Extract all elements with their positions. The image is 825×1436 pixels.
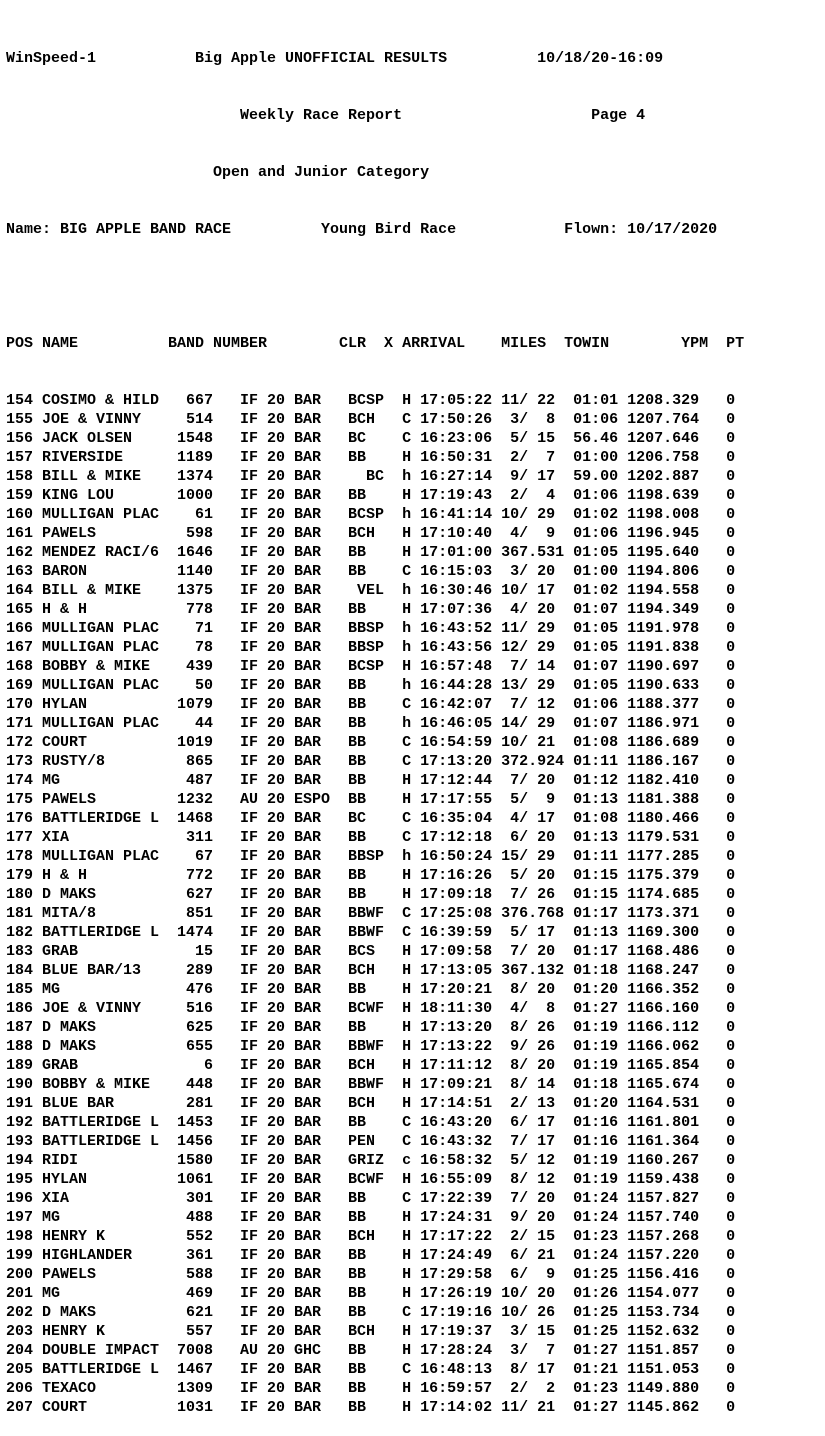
report-header-line-4: Name: BIG APPLE BAND RACE Young Bird Race Flown: 10/17/2020 — [6, 221, 718, 238]
result-row: 180 D MAKS 627 IF 20 BAR BB H 17:09:18 7/ 26 01:15 1174.685 0 — [6, 886, 736, 903]
result-row: 161 PAWELS 598 IF 20 BAR BCH H 17:10:40 4/ 9 01:06 1196.945 0 — [6, 525, 736, 542]
result-row: 160 MULLIGAN PLAC 61 IF 20 BAR BCSP h 16:41:14 10/ 29 01:02 1198.008 0 — [6, 506, 736, 523]
result-row: 156 JACK OLSEN 1548 IF 20 BAR BC C 16:23:06 5/ 15 56.46 1207.646 0 — [6, 430, 736, 447]
result-row: 178 MULLIGAN PLAC 67 IF 20 BAR BBSP h 16:50:24 15/ 29 01:11 1177.285 0 — [6, 848, 736, 865]
result-row: 169 MULLIGAN PLAC 50 IF 20 BAR BB h 16:44:28 13/ 29 01:05 1190.633 0 — [6, 677, 736, 694]
result-row: 189 GRAB 6 IF 20 BAR BCH H 17:11:12 8/ 20 01:19 1165.854 0 — [6, 1057, 736, 1074]
result-row: 183 GRAB 15 IF 20 BAR BCS H 17:09:58 7/ 20 01:17 1168.486 0 — [6, 943, 736, 960]
result-row: 203 HENRY K 557 IF 20 BAR BCH H 17:19:37 3/ 15 01:25 1152.632 0 — [6, 1323, 736, 1340]
result-row: 163 BARON 1140 IF 20 BAR BB C 16:15:03 3/ 20 01:00 1194.806 0 — [6, 563, 736, 580]
report-header-line-3: Open and Junior Category — [6, 164, 430, 181]
result-row: 164 BILL & MIKE 1375 IF 20 BAR VEL h 16:30:46 10/ 17 01:02 1194.558 0 — [6, 582, 736, 599]
results-table — [6, 391, 818, 1417]
result-row: 197 MG 488 IF 20 BAR BB H 17:24:31 9/ 20 01:24 1157.740 0 — [6, 1209, 736, 1226]
result-row: 195 HYLAN 1061 IF 20 BAR BCWF H 16:55:09 8/ 12 01:19 1159.438 0 — [6, 1171, 736, 1188]
result-row: 204 DOUBLE IMPACT 7008 AU 20 GHC BB H 17:28:24 3/ 7 01:27 1151.857 0 — [6, 1342, 736, 1359]
result-row: 193 BATTLERIDGE L 1456 IF 20 BAR PEN C 16:43:32 7/ 17 01:16 1161.364 0 — [6, 1133, 736, 1150]
result-row: 165 H & H 778 IF 20 BAR BB H 17:07:36 4/ 20 01:07 1194.349 0 — [6, 601, 736, 618]
result-row: 186 JOE & VINNY 516 IF 20 BAR BCWF H 18:11:30 4/ 8 01:27 1166.160 0 — [6, 1000, 736, 1017]
result-row: 171 MULLIGAN PLAC 44 IF 20 BAR BB h 16:46:05 14/ 29 01:07 1186.971 0 — [6, 715, 736, 732]
result-row: 201 MG 469 IF 20 BAR BB H 17:26:19 10/ 20 01:26 1154.077 0 — [6, 1285, 736, 1302]
report-header-line-2: Weekly Race Report Page 4 — [6, 107, 646, 124]
result-row: 187 D MAKS 625 IF 20 BAR BB H 17:13:20 8/ 26 01:19 1166.112 0 — [6, 1019, 736, 1036]
result-row: 199 HIGHLANDER 361 IF 20 BAR BB H 17:24:49 6/ 21 01:24 1157.220 0 — [6, 1247, 736, 1264]
result-row: 196 XIA 301 IF 20 BAR BB C 17:22:39 7/ 20 01:24 1157.827 0 — [6, 1190, 736, 1207]
result-row: 192 BATTLERIDGE L 1453 IF 20 BAR BB C 16:43:20 6/ 17 01:16 1161.801 0 — [6, 1114, 736, 1131]
result-row: 176 BATTLERIDGE L 1468 IF 20 BAR BC C 16:35:04 4/ 17 01:08 1180.466 0 — [6, 810, 736, 827]
result-row: 205 BATTLERIDGE L 1467 IF 20 BAR BB C 16:48:13 8/ 17 01:21 1151.053 0 — [6, 1361, 736, 1378]
result-row: 154 COSIMO & HILD 667 IF 20 BAR BCSP H 17:05:22 11/ 22 01:01 1208.329 0 — [6, 392, 736, 409]
header-spacer — [6, 277, 818, 296]
result-row: 177 XIA 311 IF 20 BAR BB C 17:12:18 6/ 20 01:13 1179.531 0 — [6, 829, 736, 846]
result-row: 162 MENDEZ RACI/6 1646 IF 20 BAR BB H 17:01:00 367.531 01:05 1195.640 0 — [6, 544, 736, 561]
result-row: 166 MULLIGAN PLAC 71 IF 20 BAR BBSP h 16:43:52 11/ 29 01:05 1191.978 0 — [6, 620, 736, 637]
result-row: 190 BOBBY & MIKE 448 IF 20 BAR BBWF H 17:09:21 8/ 14 01:18 1165.674 0 — [6, 1076, 736, 1093]
result-row: 179 H & H 772 IF 20 BAR BB H 17:16:26 5/ 20 01:15 1175.379 0 — [6, 867, 736, 884]
result-row: 207 COURT 1031 IF 20 BAR BB H 17:14:02 11/ 21 01:27 1145.862 0 — [6, 1399, 736, 1416]
race-report-page — [6, 11, 818, 1436]
result-row: 188 D MAKS 655 IF 20 BAR BBWF H 17:13:22 9/ 26 01:19 1166.062 0 — [6, 1038, 736, 1055]
result-row: 174 MG 487 IF 20 BAR BB H 17:12:44 7/ 20 01:12 1182.410 0 — [6, 772, 736, 789]
result-row: 202 D MAKS 621 IF 20 BAR BB C 17:19:16 10/ 26 01:25 1153.734 0 — [6, 1304, 736, 1321]
result-row: 175 PAWELS 1232 AU 20 ESPO BB H 17:17:55 5/ 9 01:13 1181.388 0 — [6, 791, 736, 808]
result-row: 181 MITA/8 851 IF 20 BAR BBWF C 17:25:08 376.768 01:17 1173.371 0 — [6, 905, 736, 922]
result-row: 182 BATTLERIDGE L 1474 IF 20 BAR BBWF C 16:39:59 5/ 17 01:13 1169.300 0 — [6, 924, 736, 941]
report-header-line-1: WinSpeed-1 Big Apple UNOFFICIAL RESULTS 10/18/20-16:09 — [6, 50, 664, 67]
result-row: 185 MG 476 IF 20 BAR BB H 17:20:21 8/ 20 01:20 1166.352 0 — [6, 981, 736, 998]
result-row: 168 BOBBY & MIKE 439 IF 20 BAR BCSP H 16:57:48 7/ 14 01:07 1190.697 0 — [6, 658, 736, 675]
column-headers: POS NAME BAND NUMBER CLR X ARRIVAL MILES TOWIN YPM PT — [6, 335, 745, 352]
result-row: 198 HENRY K 552 IF 20 BAR BCH H 17:17:22 2/ 15 01:23 1157.268 0 — [6, 1228, 736, 1245]
result-row: 170 HYLAN 1079 IF 20 BAR BB C 16:42:07 7/ 12 01:06 1188.377 0 — [6, 696, 736, 713]
result-row: 159 KING LOU 1000 IF 20 BAR BB H 17:19:43 2/ 4 01:06 1198.639 0 — [6, 487, 736, 504]
result-row: 155 JOE & VINNY 514 IF 20 BAR BCH C 17:50:26 3/ 8 01:06 1207.764 0 — [6, 411, 736, 428]
result-row: 191 BLUE BAR 281 IF 20 BAR BCH H 17:14:51 2/ 13 01:20 1164.531 0 — [6, 1095, 736, 1112]
result-row: 172 COURT 1019 IF 20 BAR BB C 16:54:59 10/ 21 01:08 1186.689 0 — [6, 734, 736, 751]
result-row: 173 RUSTY/8 865 IF 20 BAR BB C 17:13:20 372.924 01:11 1186.167 0 — [6, 753, 736, 770]
result-row: 157 RIVERSIDE 1189 IF 20 BAR BB H 16:50:31 2/ 7 01:00 1206.758 0 — [6, 449, 736, 466]
result-row: 194 RIDI 1580 IF 20 BAR GRIZ c 16:58:32 5/ 12 01:19 1160.267 0 — [6, 1152, 736, 1169]
result-row: 158 BILL & MIKE 1374 IF 20 BAR BC h 16:27:14 9/ 17 59.00 1202.887 0 — [6, 468, 736, 485]
result-row: 200 PAWELS 588 IF 20 BAR BB H 17:29:58 6/ 9 01:25 1156.416 0 — [6, 1266, 736, 1283]
result-row: 184 BLUE BAR/13 289 IF 20 BAR BCH H 17:13:05 367.132 01:18 1168.247 0 — [6, 962, 736, 979]
result-row: 167 MULLIGAN PLAC 78 IF 20 BAR BBSP h 16:43:56 12/ 29 01:05 1191.838 0 — [6, 639, 736, 656]
result-row: 206 TEXACO 1309 IF 20 BAR BB H 16:59:57 2/ 2 01:23 1149.880 0 — [6, 1380, 736, 1397]
